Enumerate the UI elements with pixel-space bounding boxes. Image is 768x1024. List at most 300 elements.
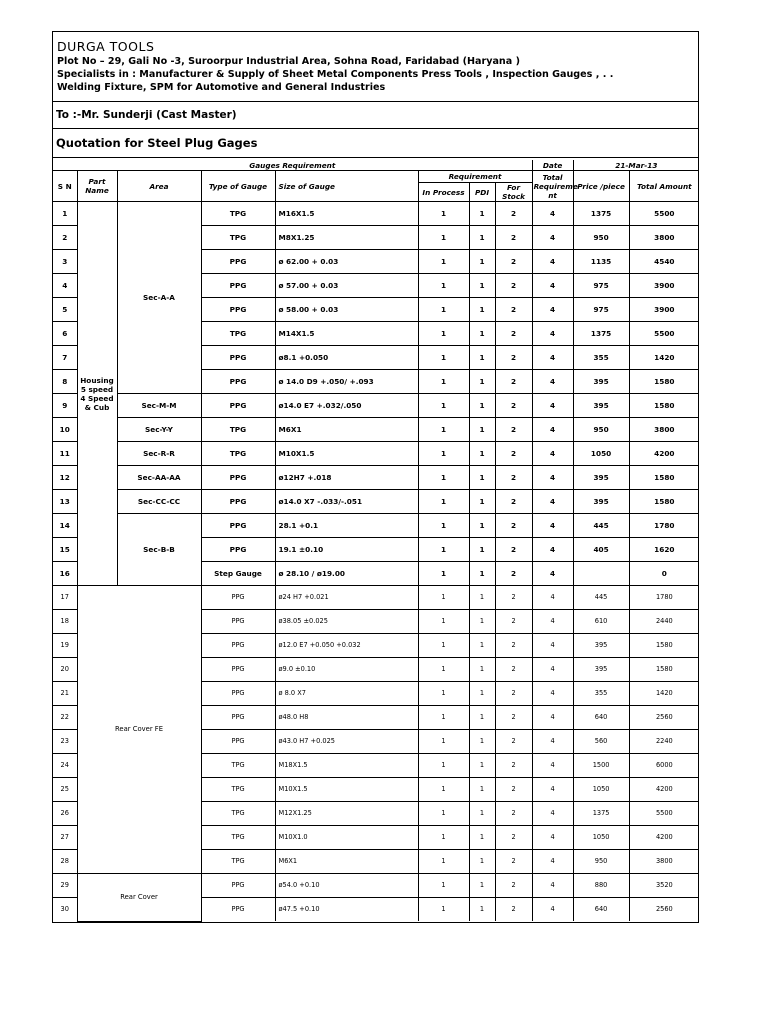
cell-size-of-gauge: 19.1 ±0.10 <box>275 538 418 562</box>
col-type-of-gauge: Type of Gauge <box>201 171 275 202</box>
cell-type-of-gauge: TPG <box>201 442 275 466</box>
cell-in-process: 1 <box>418 682 469 706</box>
cell-total-amount: 1420 <box>629 682 699 706</box>
cell-in-process: 1 <box>418 202 469 226</box>
table-row <box>53 442 699 466</box>
cell-total-amount: 1580 <box>629 370 699 394</box>
cell-total-amount: 5500 <box>629 802 699 826</box>
cell-type-of-gauge: PPG <box>201 370 275 394</box>
cell-total-amount: 1580 <box>629 490 699 514</box>
cell-sn: 21 <box>53 682 77 706</box>
cell-total-amount: 2440 <box>629 610 699 634</box>
cell-total-requirement: 4 <box>532 586 573 610</box>
cell-price-per-piece: 405 <box>573 538 629 562</box>
cell-sn: 10 <box>53 418 77 442</box>
cell-size-of-gauge: 28.1 +0.1 <box>275 514 418 538</box>
cell-part-name: Housing 5 speed 4 Speed & Cub <box>77 202 117 586</box>
cell-sn: 14 <box>53 514 77 538</box>
cell-size-of-gauge: ø54.0 +0.10 <box>275 874 418 898</box>
col-in-process: In Process <box>418 183 469 202</box>
cell-total-amount: 3800 <box>629 226 699 250</box>
cell-sn: 26 <box>53 802 77 826</box>
cell-total-requirement: 4 <box>532 562 573 586</box>
cell-total-requirement: 4 <box>532 634 573 658</box>
table-row <box>53 874 699 898</box>
cell-sn: 2 <box>53 226 77 250</box>
cell-size-of-gauge: ø 58.00 + 0.03 <box>275 298 418 322</box>
cell-total-amount: 1580 <box>629 394 699 418</box>
cell-pdi: 1 <box>469 682 495 706</box>
cell-total-amount: 1580 <box>629 658 699 682</box>
cell-total-requirement: 4 <box>532 538 573 562</box>
col-area: Area <box>117 171 201 202</box>
cell-price-per-piece: 640 <box>573 706 629 730</box>
cell-for-stock: 2 <box>495 562 532 586</box>
cell-sn: 5 <box>53 298 77 322</box>
cell-total-requirement: 4 <box>532 730 573 754</box>
cell-in-process: 1 <box>418 778 469 802</box>
cell-sn: 22 <box>53 706 77 730</box>
cell-price-per-piece: 395 <box>573 490 629 514</box>
cell-total-requirement: 4 <box>532 850 573 874</box>
cell-type-of-gauge: PPG <box>201 250 275 274</box>
cell-for-stock: 2 <box>495 370 532 394</box>
cell-size-of-gauge: ø24 H7 +0.021 <box>275 586 418 610</box>
cell-part-name: Rear Cover FE <box>77 586 201 874</box>
cell-part-name: Rear Cover <box>77 874 201 922</box>
cell-for-stock: 2 <box>495 754 532 778</box>
cell-pdi: 1 <box>469 322 495 346</box>
cell-total-requirement: 4 <box>532 826 573 850</box>
cell-size-of-gauge: ø 57.00 + 0.03 <box>275 274 418 298</box>
cell-area: Sec-Y-Y <box>117 418 201 442</box>
cell-price-per-piece: 610 <box>573 610 629 634</box>
cell-total-requirement: 4 <box>532 610 573 634</box>
cell-pdi: 1 <box>469 562 495 586</box>
cell-total-amount: 3800 <box>629 418 699 442</box>
cell-total-amount: 3900 <box>629 274 699 298</box>
cell-in-process: 1 <box>418 874 469 898</box>
cell-total-requirement: 4 <box>532 418 573 442</box>
cell-price-per-piece: 1050 <box>573 442 629 466</box>
cell-in-process: 1 <box>418 898 469 922</box>
company-welding: Welding Fixture, SPM for Automotive and General Industries <box>57 82 386 93</box>
cell-type-of-gauge: PPG <box>201 514 275 538</box>
table-row <box>53 586 699 610</box>
cell-size-of-gauge: ø8.1 +0.050 <box>275 346 418 370</box>
cell-area: Sec-AA-AA <box>117 466 201 490</box>
cell-total-amount: 4540 <box>629 250 699 274</box>
cell-type-of-gauge: PPG <box>201 466 275 490</box>
cell-for-stock: 2 <box>495 658 532 682</box>
cell-total-amount: 1780 <box>629 586 699 610</box>
cell-for-stock: 2 <box>495 850 532 874</box>
cell-pdi: 1 <box>469 706 495 730</box>
cell-for-stock: 2 <box>495 322 532 346</box>
cell-size-of-gauge: ø47.5 +0.10 <box>275 898 418 922</box>
cell-for-stock: 2 <box>495 298 532 322</box>
cell-in-process: 1 <box>418 826 469 850</box>
cell-total-amount: 2560 <box>629 898 699 922</box>
cell-for-stock: 2 <box>495 466 532 490</box>
cell-pdi: 1 <box>469 634 495 658</box>
cell-size-of-gauge: ø38.05 ±0.025 <box>275 610 418 634</box>
cell-pdi: 1 <box>469 298 495 322</box>
cell-for-stock: 2 <box>495 274 532 298</box>
table-body-rear-cover <box>53 586 699 922</box>
cell-sn: 19 <box>53 634 77 658</box>
cell-price-per-piece: 445 <box>573 586 629 610</box>
cell-type-of-gauge: TPG <box>201 826 275 850</box>
cell-for-stock: 2 <box>495 898 532 922</box>
cell-total-amount: 4200 <box>629 778 699 802</box>
recipient-line: To :-Mr. Sunderji (Cast Master) <box>53 102 698 129</box>
cell-total-requirement: 4 <box>532 322 573 346</box>
cell-in-process: 1 <box>418 802 469 826</box>
cell-total-requirement: 4 <box>532 706 573 730</box>
table-row <box>53 394 699 418</box>
col-total-requirement: Total Requireme nt <box>533 172 578 200</box>
cell-area: Sec-R-R <box>117 442 201 466</box>
cell-price-per-piece: 395 <box>573 466 629 490</box>
cell-total-amount: 1580 <box>629 466 699 490</box>
cell-in-process: 1 <box>418 538 469 562</box>
cell-total-requirement: 4 <box>532 658 573 682</box>
cell-size-of-gauge: ø 14.0 D9 +.050/ +.093 <box>275 370 418 394</box>
cell-for-stock: 2 <box>495 442 532 466</box>
col-part-name: Part Name <box>77 171 117 202</box>
company-header <box>53 32 698 102</box>
cell-type-of-gauge: PPG <box>201 394 275 418</box>
cell-total-requirement: 4 <box>532 802 573 826</box>
cell-total-requirement: 4 <box>532 202 573 226</box>
cell-pdi: 1 <box>469 658 495 682</box>
gauges-requirement-header: Gauges Requirement <box>53 160 532 171</box>
cell-sn: 13 <box>53 490 77 514</box>
cell-total-amount: 1580 <box>629 634 699 658</box>
cell-in-process: 1 <box>418 298 469 322</box>
cell-type-of-gauge: PPG <box>201 682 275 706</box>
cell-sn: 29 <box>53 874 77 898</box>
cell-in-process: 1 <box>418 586 469 610</box>
cell-pdi: 1 <box>469 586 495 610</box>
cell-type-of-gauge: TPG <box>201 202 275 226</box>
cell-type-of-gauge: TPG <box>201 418 275 442</box>
cell-for-stock: 2 <box>495 778 532 802</box>
cell-size-of-gauge: ø12H7 +.018 <box>275 466 418 490</box>
cell-price-per-piece: 1135 <box>573 250 629 274</box>
cell-pdi: 1 <box>469 250 495 274</box>
cell-pdi: 1 <box>469 778 495 802</box>
cell-total-requirement: 4 <box>532 442 573 466</box>
cell-pdi: 1 <box>469 874 495 898</box>
cell-sn: 16 <box>53 562 77 586</box>
cell-total-amount: 3800 <box>629 850 699 874</box>
cell-sn: 20 <box>53 658 77 682</box>
cell-pdi: 1 <box>469 538 495 562</box>
cell-price-per-piece: 445 <box>573 514 629 538</box>
cell-for-stock: 2 <box>495 202 532 226</box>
cell-size-of-gauge: ø 8.0 X7 <box>275 682 418 706</box>
cell-for-stock: 2 <box>495 514 532 538</box>
cell-total-amount: 5500 <box>629 322 699 346</box>
cell-price-per-piece: 395 <box>573 658 629 682</box>
cell-price-per-piece: 395 <box>573 370 629 394</box>
cell-type-of-gauge: TPG <box>201 778 275 802</box>
cell-size-of-gauge: M10X1.5 <box>275 442 418 466</box>
cell-sn: 8 <box>53 370 77 394</box>
cell-pdi: 1 <box>469 274 495 298</box>
cell-total-requirement: 4 <box>532 274 573 298</box>
cell-in-process: 1 <box>418 226 469 250</box>
cell-total-amount: 4200 <box>629 826 699 850</box>
cell-price-per-piece: 560 <box>573 730 629 754</box>
company-address: Plot No – 29, Gali No -3, Suroorpur Industrial Area, Sohna Road, Faridabad (Haryana ) <box>57 56 520 67</box>
cell-in-process: 1 <box>418 610 469 634</box>
cell-total-requirement: 4 <box>532 370 573 394</box>
col-pdi: PDI <box>469 183 495 202</box>
table-row <box>53 202 699 226</box>
cell-sn: 17 <box>53 586 77 610</box>
cell-sn: 12 <box>53 466 77 490</box>
cell-size-of-gauge: ø12.0 E7 +0.050 +0.032 <box>275 634 418 658</box>
cell-total-requirement: 4 <box>532 514 573 538</box>
cell-type-of-gauge: TPG <box>201 322 275 346</box>
cell-in-process: 1 <box>418 754 469 778</box>
cell-total-requirement: 4 <box>532 226 573 250</box>
cell-price-per-piece: 950 <box>573 226 629 250</box>
cell-type-of-gauge: PPG <box>201 298 275 322</box>
cell-for-stock: 2 <box>495 730 532 754</box>
cell-for-stock: 2 <box>495 226 532 250</box>
cell-price-per-piece: 975 <box>573 298 629 322</box>
company-name: DURGA TOOLS <box>57 39 155 54</box>
document-title: Quotation for Steel Plug Gages <box>53 129 698 158</box>
cell-sn: 27 <box>53 826 77 850</box>
cell-sn: 3 <box>53 250 77 274</box>
cell-size-of-gauge: ø14.0 X7 -.033/-.051 <box>275 490 418 514</box>
cell-total-requirement: 4 <box>532 874 573 898</box>
cell-area: Sec-B-B <box>117 514 201 586</box>
cell-in-process: 1 <box>418 250 469 274</box>
cell-price-per-piece: 950 <box>573 418 629 442</box>
cell-type-of-gauge: TPG <box>201 850 275 874</box>
cell-for-stock: 2 <box>495 802 532 826</box>
cell-pdi: 1 <box>469 802 495 826</box>
cell-for-stock: 2 <box>495 538 532 562</box>
table-row <box>53 490 699 514</box>
cell-for-stock: 2 <box>495 418 532 442</box>
cell-in-process: 1 <box>418 466 469 490</box>
cell-price-per-piece: 640 <box>573 898 629 922</box>
cell-in-process: 1 <box>418 394 469 418</box>
cell-total-amount: 3520 <box>629 874 699 898</box>
cell-total-requirement: 4 <box>532 754 573 778</box>
col-requirement: Requirement <box>418 171 532 183</box>
cell-sn: 23 <box>53 730 77 754</box>
cell-size-of-gauge: M14X1.5 <box>275 322 418 346</box>
cell-type-of-gauge: PPG <box>201 706 275 730</box>
cell-sn: 4 <box>53 274 77 298</box>
cell-total-requirement: 4 <box>532 682 573 706</box>
cell-price-per-piece: 1375 <box>573 802 629 826</box>
cell-type-of-gauge: PPG <box>201 634 275 658</box>
cell-price-per-piece: 395 <box>573 394 629 418</box>
cell-in-process: 1 <box>418 346 469 370</box>
cell-type-of-gauge: PPG <box>201 610 275 634</box>
date-value: 21-Mar-13 <box>573 160 699 171</box>
cell-price-per-piece: 395 <box>573 634 629 658</box>
cell-for-stock: 2 <box>495 874 532 898</box>
cell-in-process: 1 <box>418 322 469 346</box>
cell-total-requirement: 4 <box>532 346 573 370</box>
cell-in-process: 1 <box>418 562 469 586</box>
quotation-sheet <box>52 31 699 923</box>
cell-size-of-gauge: M18X1.5 <box>275 754 418 778</box>
cell-area: Sec-A-A <box>117 202 201 394</box>
cell-pdi: 1 <box>469 754 495 778</box>
cell-for-stock: 2 <box>495 250 532 274</box>
cell-total-requirement: 4 <box>532 250 573 274</box>
table-row <box>53 418 699 442</box>
cell-in-process: 1 <box>418 850 469 874</box>
cell-type-of-gauge: PPG <box>201 538 275 562</box>
cell-in-process: 1 <box>418 658 469 682</box>
cell-total-amount: 1780 <box>629 514 699 538</box>
col-price-per-piece: Price /piece <box>573 171 629 202</box>
cell-sn: 9 <box>53 394 77 418</box>
cell-total-amount: 6000 <box>629 754 699 778</box>
cell-price-per-piece: 1375 <box>573 322 629 346</box>
cell-area: Sec-M-M <box>117 394 201 418</box>
cell-total-amount: 4200 <box>629 442 699 466</box>
cell-price-per-piece: 355 <box>573 346 629 370</box>
cell-total-amount: 1620 <box>629 538 699 562</box>
cell-sn: 15 <box>53 538 77 562</box>
cell-pdi: 1 <box>469 202 495 226</box>
cell-in-process: 1 <box>418 418 469 442</box>
cell-sn: 28 <box>53 850 77 874</box>
cell-total-requirement: 4 <box>532 394 573 418</box>
cell-pdi: 1 <box>469 418 495 442</box>
cell-total-requirement: 4 <box>532 298 573 322</box>
table-row <box>53 466 699 490</box>
cell-size-of-gauge: M6X1 <box>275 418 418 442</box>
cell-pdi: 1 <box>469 490 495 514</box>
cell-size-of-gauge: ø43.0 H7 +0.025 <box>275 730 418 754</box>
cell-in-process: 1 <box>418 514 469 538</box>
cell-for-stock: 2 <box>495 706 532 730</box>
cell-sn: 6 <box>53 322 77 346</box>
cell-total-amount: 1420 <box>629 346 699 370</box>
cell-for-stock: 2 <box>495 394 532 418</box>
cell-sn: 30 <box>53 898 77 922</box>
cell-size-of-gauge: M10X1.5 <box>275 778 418 802</box>
cell-pdi: 1 <box>469 730 495 754</box>
cell-total-amount: 3900 <box>629 298 699 322</box>
cell-pdi: 1 <box>469 826 495 850</box>
col-for-stock: For Stock <box>495 183 532 202</box>
cell-size-of-gauge: ø 62.00 + 0.03 <box>275 250 418 274</box>
cell-type-of-gauge: PPG <box>201 346 275 370</box>
cell-in-process: 1 <box>418 490 469 514</box>
cell-pdi: 1 <box>469 394 495 418</box>
cell-pdi: 1 <box>469 898 495 922</box>
cell-total-amount: 2560 <box>629 706 699 730</box>
cell-in-process: 1 <box>418 634 469 658</box>
cell-for-stock: 2 <box>495 826 532 850</box>
cell-price-per-piece: 880 <box>573 874 629 898</box>
cell-pdi: 1 <box>469 466 495 490</box>
table-body-housing <box>53 202 699 586</box>
cell-size-of-gauge: M16X1.5 <box>275 202 418 226</box>
cell-price-per-piece: 1500 <box>573 754 629 778</box>
cell-type-of-gauge: Step Gauge <box>201 562 275 586</box>
cell-pdi: 1 <box>469 514 495 538</box>
col-size-of-gauge: Size of Gauge <box>275 171 418 202</box>
cell-pdi: 1 <box>469 226 495 250</box>
cell-size-of-gauge: M12X1.25 <box>275 802 418 826</box>
cell-size-of-gauge: ø14.0 E7 +.032/.050 <box>275 394 418 418</box>
cell-in-process: 1 <box>418 706 469 730</box>
cell-for-stock: 2 <box>495 586 532 610</box>
cell-pdi: 1 <box>469 442 495 466</box>
cell-price-per-piece: 1375 <box>573 202 629 226</box>
cell-for-stock: 2 <box>495 634 532 658</box>
cell-sn: 18 <box>53 610 77 634</box>
cell-total-amount: 2240 <box>629 730 699 754</box>
cell-sn: 24 <box>53 754 77 778</box>
cell-size-of-gauge: ø48.0 H8 <box>275 706 418 730</box>
cell-size-of-gauge: M6X1 <box>275 850 418 874</box>
cell-area: Sec-CC-CC <box>117 490 201 514</box>
cell-total-requirement: 4 <box>532 466 573 490</box>
cell-in-process: 1 <box>418 730 469 754</box>
cell-price-per-piece: 1050 <box>573 826 629 850</box>
table-row <box>53 514 699 538</box>
cell-in-process: 1 <box>418 370 469 394</box>
cell-sn: 1 <box>53 202 77 226</box>
cell-type-of-gauge: TPG <box>201 226 275 250</box>
cell-size-of-gauge: ø 28.10 / ø19.00 <box>275 562 418 586</box>
cell-total-requirement: 4 <box>532 898 573 922</box>
company-specialists: Specialists in : Manufacturer & Supply of Sheet Metal Components Press Tools , Inspection Gauges , . . <box>57 69 614 80</box>
cell-in-process: 1 <box>418 274 469 298</box>
cell-pdi: 1 <box>469 346 495 370</box>
col-sn: S N <box>53 171 77 202</box>
cell-for-stock: 2 <box>495 490 532 514</box>
cell-size-of-gauge: ø9.0 ±0.10 <box>275 658 418 682</box>
cell-pdi: 1 <box>469 370 495 394</box>
cell-size-of-gauge: M8X1.25 <box>275 226 418 250</box>
cell-total-amount: 5500 <box>629 202 699 226</box>
cell-type-of-gauge: PPG <box>201 274 275 298</box>
cell-sn: 7 <box>53 346 77 370</box>
cell-size-of-gauge: M10X1.0 <box>275 826 418 850</box>
cell-type-of-gauge: PPG <box>201 658 275 682</box>
cell-type-of-gauge: TPG <box>201 754 275 778</box>
cell-sn: 25 <box>53 778 77 802</box>
cell-in-process: 1 <box>418 442 469 466</box>
cell-price-per-piece: 1050 <box>573 778 629 802</box>
cell-type-of-gauge: PPG <box>201 490 275 514</box>
cell-pdi: 1 <box>469 610 495 634</box>
cell-type-of-gauge: PPG <box>201 874 275 898</box>
cell-for-stock: 2 <box>495 346 532 370</box>
cell-type-of-gauge: TPG <box>201 802 275 826</box>
col-total-amount: Total Amount <box>629 171 699 202</box>
cell-type-of-gauge: PPG <box>201 730 275 754</box>
